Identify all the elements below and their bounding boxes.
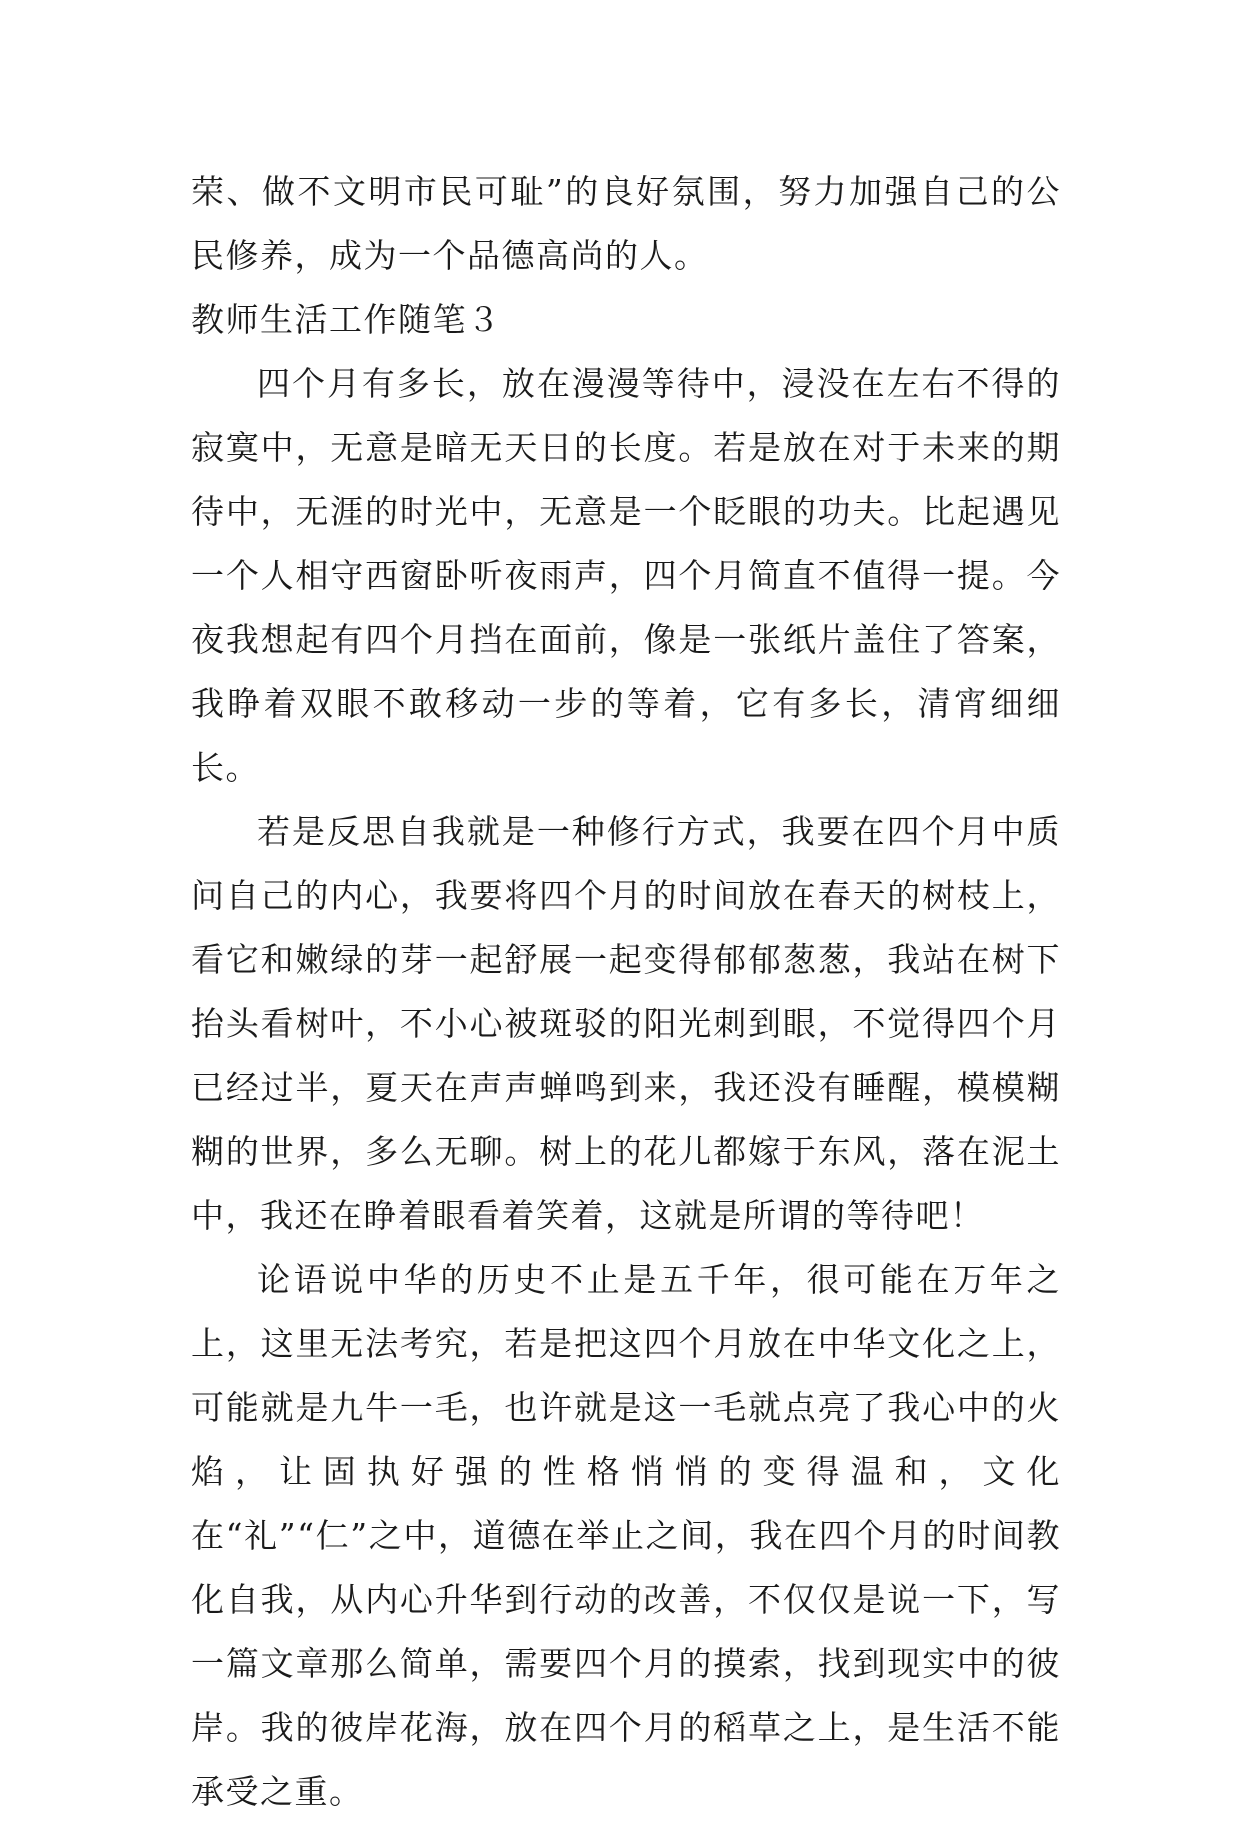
paragraph: 若是反思自我就是一种修行方式，我要在四个月中质问自己的内心，我要将四个月的时间放在春天的树枝上，看它和嫩绿的芽一起舒展一起变得郁郁葱葱，我站在树下抬头看树叶，不小心被斑驳的阳光刺到眼，不觉得四个月已经过半，夏天在声声蝉鸣到来，我还没有睡醒，模模糊糊的世界，多么无聊。树上的花儿都嫁于东风，落在泥土中，我还在睁着眼看着笑着，这就是所谓的等待吧！ [191, 812, 1061, 1235]
paragraph-continuation: 荣、做不文明市民可耻”的良好氛围，努力加强自己的公民修养，成为一个品德高尚的人。 [191, 172, 1061, 275]
section-heading: 教师生活工作随笔３ [191, 300, 502, 339]
document-body [191, 160, 1061, 1824]
paragraph: 四个月有多长，放在漫漫等待中，浸没在左右不得的寂寞中，无意是暗无天日的长度。若是放在对于未来的期待中，无涯的时光中，无意是一个眨眼的功夫。比起遇见一个人相守西窗卧听夜雨声，四个月简直不值得一提。今夜我想起有四个月挡在面前，像是一张纸片盖住了答案，我睁着双眼不敢移动一步的等着，它有多长，清宵细细长。 [191, 364, 1061, 787]
paragraph: 论语说中华的历史不止是五千年，很可能在万年之上，这里无法考究，若是把这四个月放在中华文化之上，可能就是九牛一毛，也许就是这一毛就点亮了我心中的火焰，让固执好强的性格悄悄的变得温和，文化在“礼”“仁”之中，道德在举止之间，我在四个月的时间教化自我，从内心升华到行动的改善，不仅仅是说一下，写一篇文章那么简单，需要四个月的摸索，找到现实中的彼岸。我的彼岸花海，放在四个月的稻草之上，是生活不能承受之重。 [191, 1260, 1061, 1811]
